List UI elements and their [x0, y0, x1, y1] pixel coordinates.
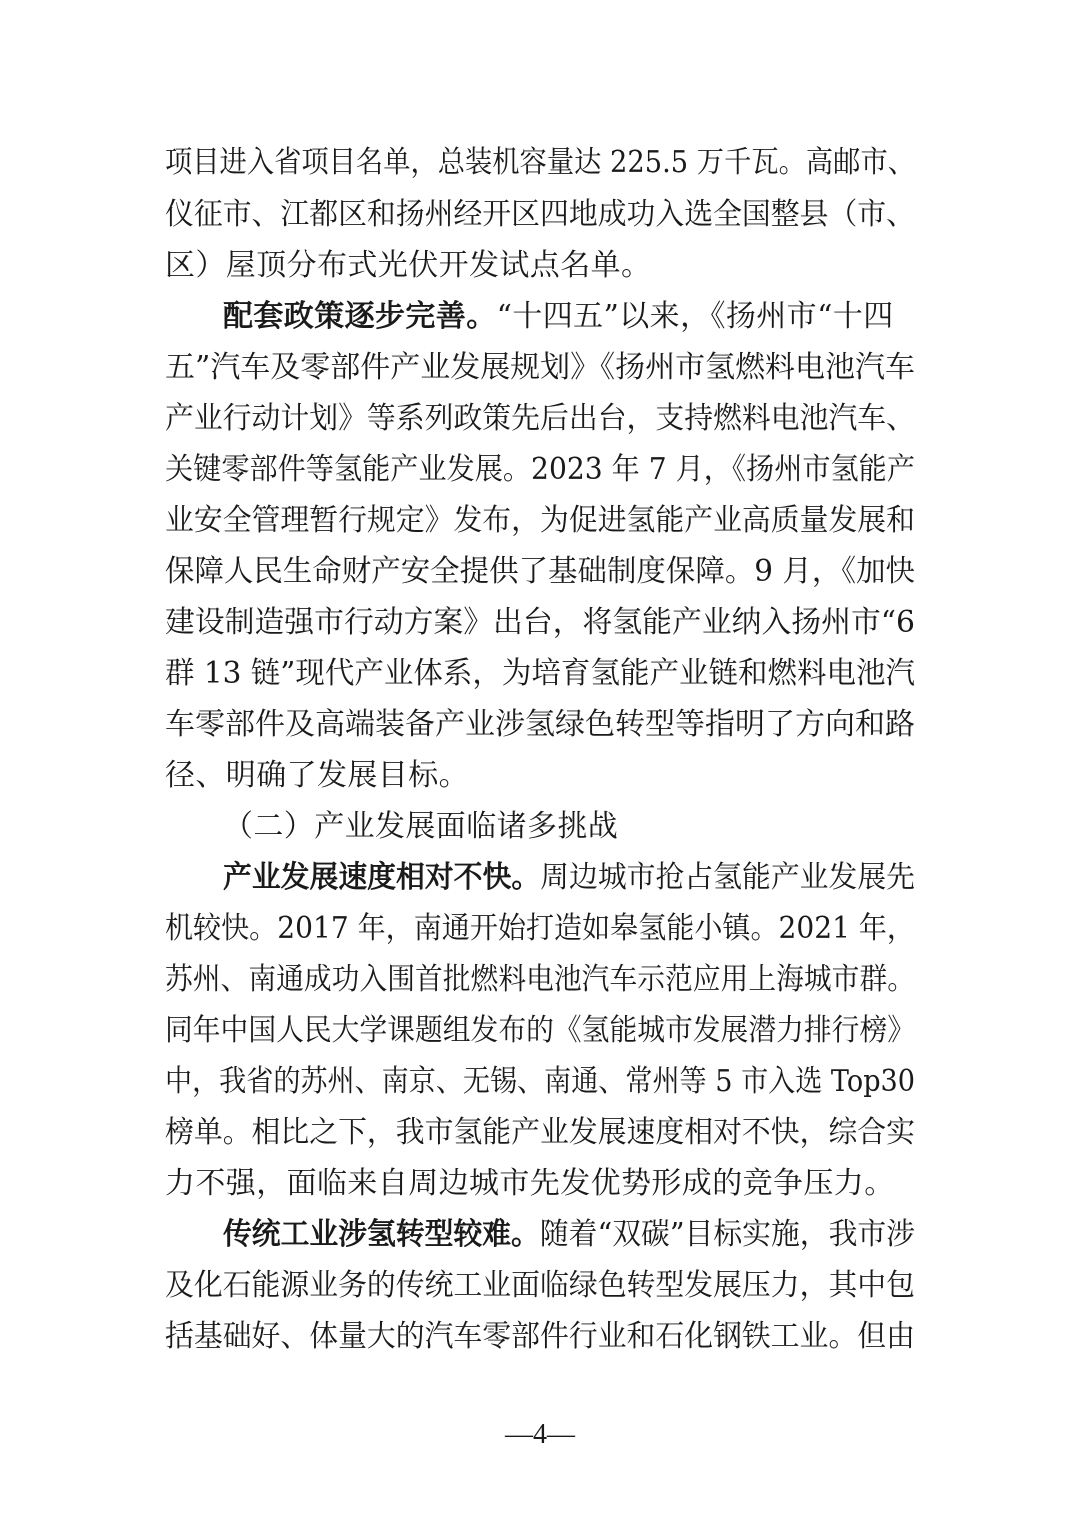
text-line: 榜单。相比之下，我市氢能产业发展速度相对不快，综合实	[165, 1115, 915, 1150]
text-line: 保障人民生命财产安全提供了基础制度保障。9 月，《加快	[165, 554, 915, 589]
text-line: 径、明确了发展目标。	[165, 758, 469, 793]
text-line: 建设制造强市行动方案》出台，将氢能产业纳入扬州市“6	[165, 605, 915, 640]
text-line: 力不强，面临来自周边城市先发优势形成的竞争压力。	[165, 1166, 895, 1201]
text-line: 括基础好、体量大的汽车零部件行业和石化钢铁工业。但由	[165, 1319, 915, 1354]
paragraph-start-line: 配套政策逐步完善。“十四五”以来，《扬州市“十四	[223, 299, 894, 334]
bold-heading: 传统工业涉氢转型较难。	[223, 1217, 540, 1252]
text-line: 同年中国人民大学课题组发布的《氢能城市发展潜力排行榜》	[165, 1013, 915, 1048]
text-line: 中，我省的苏州、南京、无锡、南通、常州等 5 市入选 Top30	[165, 1064, 915, 1099]
paragraph-start-line: 传统工业涉氢转型较难。随着“双碳”目标实施，我市涉	[165, 1209, 915, 1261]
text-line: 关键零部件等氢能产业发展。2023 年 7 月，《扬州市氢能产	[165, 452, 915, 487]
text-line: 及化石能源业务的传统工业面临绿色转型发展压力，其中包	[165, 1268, 915, 1303]
text-line: 仪征市、江都区和扬州经开区四地成功入选全国整县（市、	[165, 197, 915, 232]
page-number: —4—	[505, 1419, 575, 1450]
text-line: 项目进入省项目名单，总装机容量达 225.5 万千瓦。高邮市、	[165, 145, 915, 180]
text-line: 车零部件及高端装备产业涉氢绿色转型等指明了方向和路	[165, 707, 915, 742]
text-line: 群 13 链”现代产业体系，为培育氢能产业链和燃料电池汽	[165, 656, 915, 691]
section-heading: （二）产业发展面临诸多挑战	[223, 809, 619, 844]
bold-heading: 产业发展速度相对不快。	[223, 860, 541, 895]
text-line: 机较快。2017 年，南通开始打造如皋氢能小镇。2021 年，	[165, 911, 915, 946]
bold-heading: 配套政策逐步完善。	[223, 299, 497, 334]
text-line: 业安全管理暂行规定》发布，为促进氢能产业高质量发展和	[165, 503, 915, 538]
text-line: 五”汽车及零部件产业发展规划》《扬州市氢燃料电池汽车	[165, 350, 915, 385]
text-line: 产业行动计划》等系列政策先后出台，支持燃料电池汽车、	[165, 401, 915, 436]
paragraph-start-line: 产业发展速度相对不快。周边城市抢占氢能产业发展先	[165, 852, 915, 904]
text-line: 区）屋顶分布式光伏开发试点名单。	[165, 248, 652, 283]
text-line: 苏州、南通成功入围首批燃料电池汽车示范应用上海城市群。	[165, 962, 915, 997]
